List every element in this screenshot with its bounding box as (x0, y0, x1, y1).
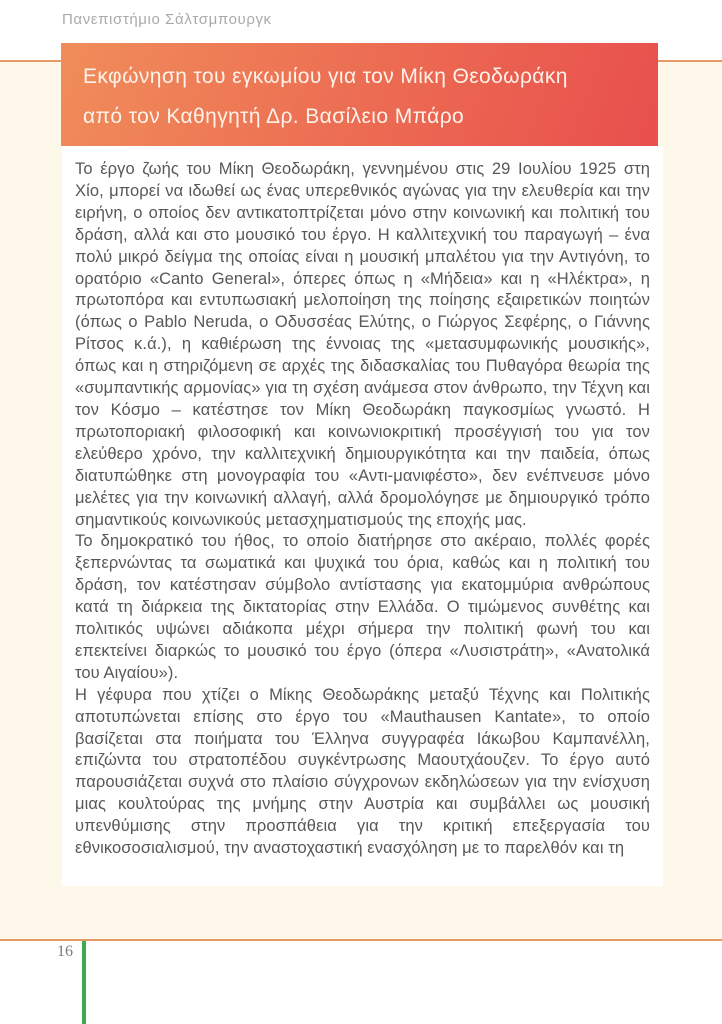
article-paragraph: Η γέφυρα που χτίζει ο Μίκης Θεοδωράκης μεταξύ Τέχνης και Πολιτικής αποτυπώνεται επίσης στο έργο του «Mauthausen Kantate», το οποίο βασίζεται στα ποιήματα του Έλληνα συγγραφέα Ιάκωβου Καμπανέλλη, επιζώντα του στρατοπέδου συγκέντρωσης Μαουτχάουζεν. Το έργο αυτό παρουσιάζεται συχνά στο πλαίσιο σύγχρονων εκδηλώσεων για την ενίσχυση μιας κουλτούρας της μνήμης στην Αυστρία και συμβάλλει ως μουσική υπενθύμισης στην προσπάθεια για την κριτική επεξεργασία του εθνικοσοσιαλισμού, την αναστοχαστική ενασχόληση με το παρελθόν και τη (75, 685, 650, 858)
institution-header: Πανεπιστήμιο Σάλτσμπουργκ (62, 11, 272, 28)
page-number: 16 (57, 943, 73, 960)
article-paragraph: Το δημοκρατικό του ήθος, το οποίο διατήρησε στο ακέραιο, πολλές φορές ξεπερνώντας τα σωματικά και ψυχικά του όρια, καθώς και η πολιτική του δράση, τον κατέστησαν σύμβολο αντίστασης για εκατομμύρια ανθρώπους κατά τη διάρκεια της δικτατορίας στην Ελλάδα. Ο τιμώμενος συνθέτης και πολιτικός υψώνει αδιάκοπα μέχρι σήμερα την πολιτική φωνή του και επεκτείνει διαρκώς το μουσικό του έργο (όπερα «Λυσιστράτη», «Ανατολικά του Αιγαίου»). (75, 532, 650, 682)
green-accent-bar (82, 941, 86, 1024)
article-title-line-2: από τον Καθηγητή Δρ. Βασίλειο Μπάρο (83, 105, 465, 128)
bottom-divider-rule (0, 939, 722, 941)
article-body-box (62, 146, 663, 886)
article-body (75, 159, 650, 860)
article-title-line-1: Εκφώνηση του εγκωμίου για τον Μίκη Θεοδωράκη (83, 65, 568, 88)
article-title-banner (61, 43, 658, 146)
article-paragraph: Το έργο ζωής του Μίκη Θεοδωράκη, γεννημένου στις 29 Ιουλίου 1925 στη Χίο, μπορεί να ιδωθεί ως ένας υπερεθνικός αγώνας για την ελευθερία και την ειρήνη, ο οποίος δεν αντικατοπτρίζεται μόνο στην κοινωνική και πολιτική του δράση, αλλά και στο μουσικό του έργο. Η καλλιτεχνική του παραγωγή – ένα πολύ μικρό δείγμα της οποίας είναι η μουσική μπαλέτου για την Αντιγόνη, το ορατόριο «Canto General», όπερες όπως η «Μήδεια» και η «Ηλέκτρα», η πρωτοπόρα και εντυπωσιακή μελοποίηση της ποίησης εξαιρετικών ποιητών (όπως ο Pablo Neruda, ο Οδυσσέας Ελύτης, ο Γιώργος Σεφέρης, ο Γιάννης Ρίτσος κ.ά.), η καθιέρωση της έννοιας της «μετασυμφωνικής μουσικής», όπως και η στηριζόμενη σε αρχές της διδασκαλίας του Πυθαγόρα θεωρία της «συμπαντικής αρμονίας» για τη σχέση ανάμεσα στον άνθρωπο, την Τέχνη και τον Κόσμο – κατέστησε τον Μίκη Θεοδωράκη παγκοσμίως γνωστό. Η πρωτοποριακή φιλοσοφική και κοινωνιοκριτική προσέγγισή του για τον ελεύθερο χρόνο, την καλλιτεχνική δημιουργικότητα και την παιδεία, όπως διατυπώθηκε στη μονογραφία του «Αντι-μανιφέστο», δεν ενέπνευσε μόνο μελέτες για την κοινωνική αλλαγή, αλλά δρομολόγησε με δημιουργικό τρόπο σημαντικούς κοινωνικούς μετασχηματισμούς της εποχής μας. (75, 160, 650, 529)
